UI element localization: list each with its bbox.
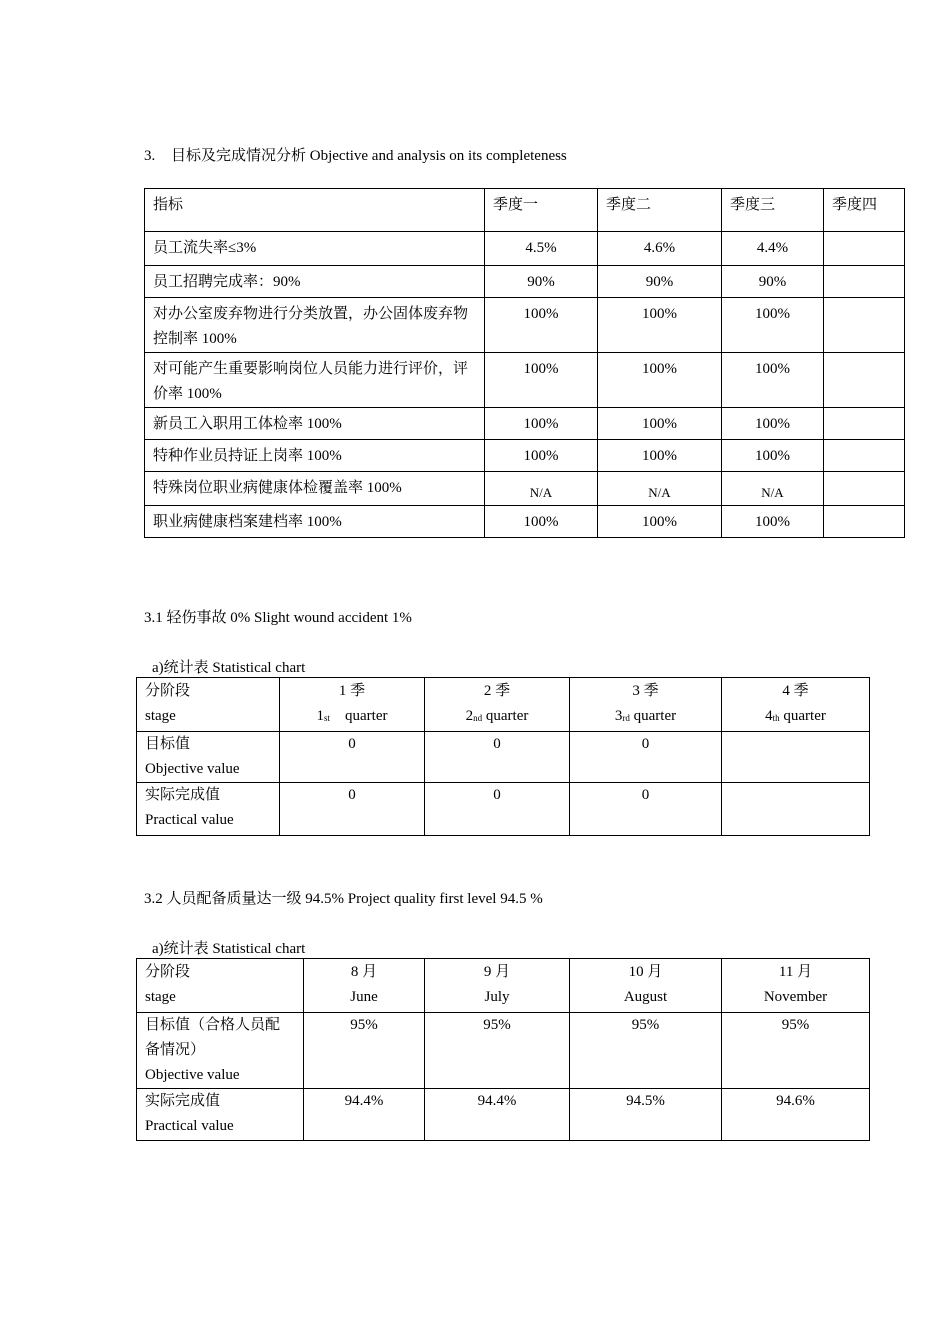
row-practical-label [137, 1089, 304, 1141]
practical-q3: 0 [570, 783, 722, 836]
section-32-heading: 3.2 人员配备质量达一级 94.5% Project quality first level 94.5 % [144, 891, 543, 907]
month-3-cn: 10 月 [628, 964, 663, 980]
quarter-4-cn: 4 季 [782, 683, 809, 699]
table-header-row [137, 959, 870, 1013]
ordinal-suffix: st [324, 713, 331, 723]
practical-m1: 94.4% [304, 1089, 425, 1141]
row-label: 对可能产生重要影响岗位人员能力进行评价，评价率 100% [145, 353, 485, 408]
row-q3: N/A [722, 472, 824, 506]
objective-cn: 目标值 [145, 736, 191, 752]
quarter-3-cn: 3 季 [632, 683, 659, 699]
row-label: 职业病健康档案建档率 100% [145, 506, 485, 538]
header-stage-cn: 分阶段 [145, 964, 191, 980]
month-4-cn: 11 月 [778, 964, 813, 980]
row-q2: N/A [598, 472, 722, 506]
row-q1: 100% [485, 353, 598, 408]
quarter-2-en [433, 704, 561, 730]
header-quarter-1 [280, 678, 425, 732]
row-label: 对办公室废弃物进行分类放置，办公固体废弃物控制率 100% [145, 298, 485, 353]
table-row [145, 266, 905, 298]
quarter-3-en [578, 704, 713, 730]
row-label: 员工招聘完成率：90% [145, 266, 485, 298]
row-q3: 100% [722, 440, 824, 472]
header-indicator: 指标 [145, 189, 485, 232]
row-q1: 4.5% [485, 232, 598, 266]
row-practical-label [137, 783, 280, 836]
header-month-1 [304, 959, 425, 1013]
quarter-number: 3 [614, 708, 623, 724]
quarter-1-en [288, 704, 416, 730]
practical-m2: 94.4% [425, 1089, 570, 1141]
row-q4 [824, 232, 905, 266]
table-row [145, 440, 905, 472]
header-stage-en: stage [145, 989, 176, 1005]
month-1-en: June [350, 989, 378, 1005]
month-4-en: November [763, 989, 828, 1005]
header-month-2 [425, 959, 570, 1013]
row-label: 新员工入职用工体检率 100% [145, 408, 485, 440]
practical-m3: 94.5% [570, 1089, 722, 1141]
row-q4 [824, 408, 905, 440]
header-month-4 [722, 959, 870, 1013]
practical-en: Practical value [145, 812, 234, 828]
row-q3: 4.4% [722, 232, 824, 266]
practical-q4 [722, 783, 870, 836]
row-q3: 100% [722, 408, 824, 440]
row-q2: 100% [598, 298, 722, 353]
row-objective-label [137, 732, 280, 783]
objective-cn-line2: 备情况） [145, 1042, 206, 1058]
section-3-number: 3. [144, 148, 156, 164]
table-row [137, 783, 870, 836]
quarter-word: quarter [633, 708, 677, 724]
row-label: 员工流失率≤3% [145, 232, 485, 266]
row-q4 [824, 266, 905, 298]
table-row [145, 506, 905, 538]
row-q3: 100% [722, 353, 824, 408]
quarter-4-en [730, 704, 861, 730]
header-q2: 季度二 [598, 189, 722, 232]
header-q1: 季度一 [485, 189, 598, 232]
row-label: 特殊岗位职业病健康体检覆盖率 100% [145, 472, 485, 506]
row-q4 [824, 472, 905, 506]
header-quarter-3 [570, 678, 722, 732]
objective-q3: 0 [570, 732, 722, 783]
header-stage [137, 678, 280, 732]
practical-q2: 0 [425, 783, 570, 836]
objective-en: Objective value [145, 1067, 240, 1083]
header-stage [137, 959, 304, 1013]
row-q1: N/A [485, 472, 598, 506]
objective-m1: 95% [304, 1013, 425, 1089]
objectives-table [144, 188, 905, 538]
section-32-chart-label: a)统计表 Statistical chart [152, 941, 306, 957]
quarter-number: 4 [765, 708, 773, 724]
objective-m2: 95% [425, 1013, 570, 1089]
table-row [137, 1013, 870, 1089]
row-q4 [824, 440, 905, 472]
header-stage-cn: 分阶段 [145, 683, 191, 699]
objective-m4: 95% [722, 1013, 870, 1089]
month-2-en: July [484, 989, 510, 1005]
row-q1: 100% [485, 408, 598, 440]
section-31-heading: 3.1 轻伤事故 0% Slight wound accident 1% [144, 610, 412, 626]
month-2-cn: 9 月 [483, 964, 511, 980]
header-q4: 季度四 [824, 189, 905, 232]
ordinal-suffix: rd [622, 713, 630, 723]
practical-cn: 实际完成值 [145, 1093, 221, 1109]
row-q2: 100% [598, 506, 722, 538]
header-month-3 [570, 959, 722, 1013]
practical-cn: 实际完成值 [145, 787, 221, 803]
practical-q1: 0 [280, 783, 425, 836]
objective-q1: 0 [280, 732, 425, 783]
month-1-cn: 8 月 [350, 964, 378, 980]
row-q2: 100% [598, 408, 722, 440]
row-q4 [824, 298, 905, 353]
section-3-title: 目标及完成情况分析 Objective and analysis on its completeness [171, 148, 567, 164]
staffing-quality-table [136, 958, 870, 1141]
month-3-en: August [623, 989, 668, 1005]
row-q2: 100% [598, 353, 722, 408]
row-q4 [824, 506, 905, 538]
quarter-1-cn: 1 季 [338, 683, 366, 699]
table-row [145, 298, 905, 353]
objective-cn-line1: 目标值（合格人员配 [145, 1017, 281, 1033]
quarter-number: 1 [316, 708, 324, 724]
table-header-row [137, 678, 870, 732]
objective-m3: 95% [570, 1013, 722, 1089]
row-q1: 100% [485, 298, 598, 353]
row-q1: 100% [485, 440, 598, 472]
quarter-word: quarter [485, 708, 529, 724]
row-objective-label [137, 1013, 304, 1089]
row-q3: 100% [722, 298, 824, 353]
row-q4 [824, 353, 905, 408]
quarter-2-cn: 2 季 [483, 683, 511, 699]
header-stage-en: stage [145, 708, 176, 724]
table-row [145, 408, 905, 440]
quarter-word: quarter [345, 708, 388, 724]
row-q3: 100% [722, 506, 824, 538]
table-row [145, 353, 905, 408]
row-q2: 100% [598, 440, 722, 472]
header-q3: 季度三 [722, 189, 824, 232]
table-row [137, 1089, 870, 1141]
practical-m4: 94.6% [722, 1089, 870, 1141]
row-q1: 90% [485, 266, 598, 298]
objective-q4 [722, 732, 870, 783]
ordinal-suffix: nd [473, 713, 483, 723]
header-quarter-4 [722, 678, 870, 732]
table-row [145, 472, 905, 506]
objective-en: Objective value [145, 761, 240, 777]
row-q3: 90% [722, 266, 824, 298]
section-31-chart-label: a)统计表 Statistical chart [152, 660, 306, 676]
practical-en: Practical value [145, 1118, 234, 1134]
table-row [137, 732, 870, 783]
table-header-row [145, 189, 905, 232]
row-q2: 90% [598, 266, 722, 298]
row-label: 特种作业员持证上岗率 100% [145, 440, 485, 472]
ordinal-suffix: th [772, 713, 780, 723]
table-row [145, 232, 905, 266]
objective-q2: 0 [425, 732, 570, 783]
quarter-word: quarter [783, 708, 826, 724]
row-q1: 100% [485, 506, 598, 538]
header-quarter-2 [425, 678, 570, 732]
quarter-number: 2 [465, 708, 474, 724]
row-q2: 4.6% [598, 232, 722, 266]
section-3-heading [144, 144, 567, 165]
wound-accident-table [136, 677, 870, 836]
